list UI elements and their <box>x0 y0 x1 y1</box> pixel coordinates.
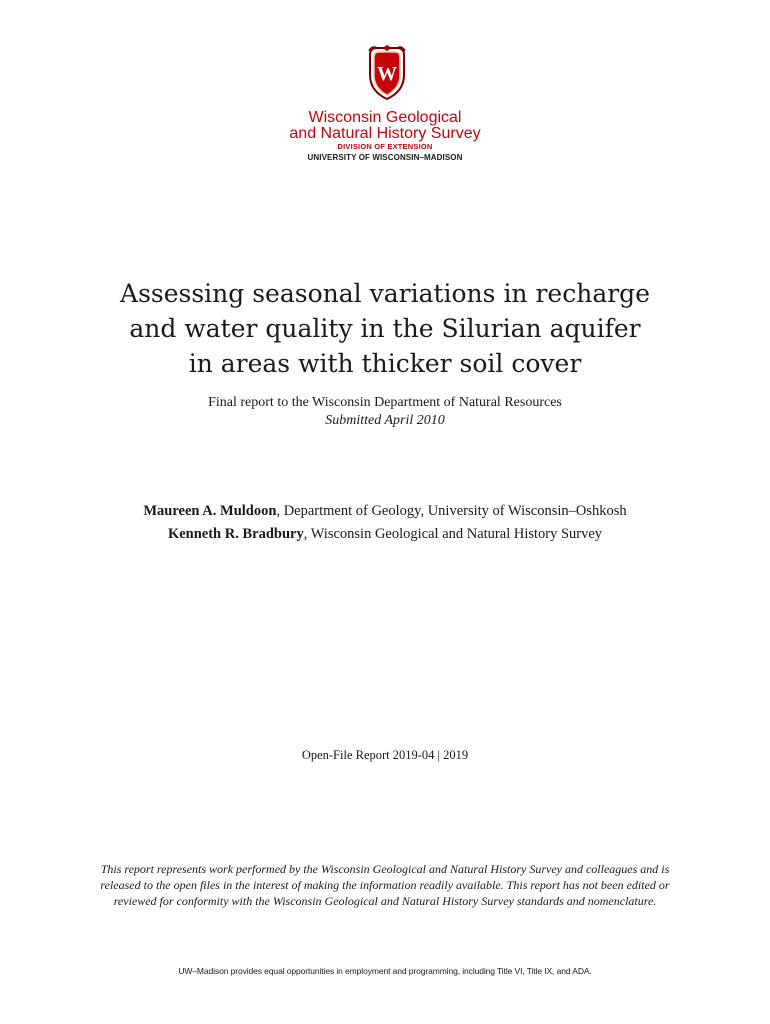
report-title-line1: Assessing seasonal variations in recharge <box>120 279 650 308</box>
report-subtitle: Final report to the Wisconsin Department of Natural Resources <box>208 395 562 410</box>
crest-letter: W <box>377 63 397 85</box>
equal-opportunity-statement: UW–Madison provides equal opportunities in employment and programming, including Title VI, Title IX, and ADA. <box>178 966 592 976</box>
university-label: UNIVERSITY OF WISCONSIN–MADISON <box>307 153 463 162</box>
author-1-name: Maureen A. Muldoon <box>143 503 277 519</box>
report-title-line2: and water quality in the Silurian aquifer <box>129 314 641 343</box>
report-id: Open-File Report 2019-04 | 2019 <box>301 748 469 762</box>
submitted-date: Submitted April 2010 <box>325 413 445 428</box>
org-name-line1: Wisconsin Geological <box>308 109 462 126</box>
report-title-line3: in areas with thicker soil cover <box>188 349 582 378</box>
author-2-affiliation: , Wisconsin Geological and Natural History Survey <box>303 526 603 542</box>
author-1 <box>0 503 770 520</box>
uw-crest-logo <box>367 45 407 101</box>
author-2 <box>0 526 770 543</box>
author-1-affiliation: , Department of Geology, University of Wisconsin–Oshkosh <box>276 503 627 519</box>
org-name-line2: and Natural History Survey <box>289 125 481 142</box>
author-2-name: Kenneth R. Bradbury <box>167 526 304 542</box>
disclaimer-line2: released to the open files in the interest of making the information readily available. This report has not been edited or <box>100 878 670 892</box>
disclaimer <box>0 861 770 909</box>
division-label: DIVISION OF EXTENSION <box>337 142 433 151</box>
disclaimer-line1: This report represents work performed by the Wisconsin Geological and Natural History Survey and colleagues and is <box>100 862 670 876</box>
disclaimer-line3: reviewed for conformity with the Wisconsin Geological and Natural History Survey standards and nomenclature. <box>113 894 657 908</box>
